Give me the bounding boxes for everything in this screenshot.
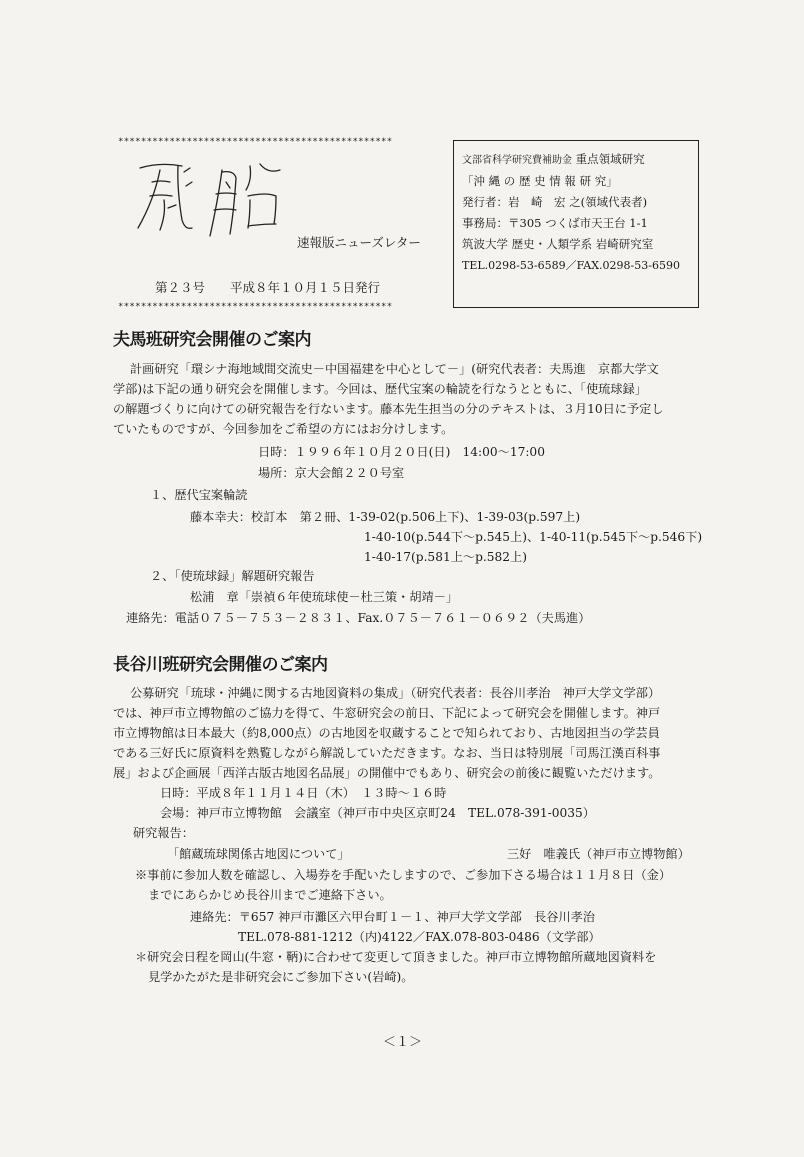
- office-contact: TEL.0298-53-6589／FAX.0298-53-6590: [462, 259, 680, 272]
- section1-line: の解題づくりに向けての研究報告を行ないます。藤本先生担当の分のテキストは、３月10日に予定し: [113, 402, 664, 416]
- section2-presenter: 三好 唯義氏（神戸市立博物館）: [507, 847, 690, 861]
- page-number: ＜１＞: [383, 1035, 423, 1050]
- section2-note: ※事前に参加人数を確認し、入場券を手配いたしますので、ご参加下さる場合は１１月８日（金）: [135, 868, 672, 882]
- section2-line: 公募研究「琉球・沖縄に関する古地図資料の集成」（研究代表者：長谷川孝治 神戸大学文学部）: [130, 686, 661, 700]
- section1-item: 1-40-17(p.581上～p.582上): [364, 550, 527, 564]
- section2-venue: 会場：神戸市立博物館 会議室（神戸市中央区京町24 TEL.078-391-0035）: [160, 806, 595, 820]
- section2-contact: 連絡先：〒657 神戸市灘区六甲台町１－１、神戸大学文学部 長谷川孝治: [190, 910, 595, 924]
- section2-line: である三好氏に原資料を熟覧しながら解説していただきます。なお、当日は特別展「司馬江漢百科事: [113, 746, 661, 760]
- office-lab: 筑波大学 歴史・人類学系 岩崎研究室: [462, 237, 654, 251]
- bottom-star-rule: ************************************************: [118, 302, 393, 312]
- section2-line: 市立博物館は日本最大（約8,000点）の古地図を収蔵することで知られており、古地図担当の学芸員: [113, 726, 660, 740]
- section1-item: 藤本幸夫：校訂本 第２冊、1-39-02(p.506上下)、1-39-03(p.597上): [190, 510, 581, 524]
- project-title: 「沖 縄 の 歴 史 情 報 研 究」: [462, 174, 618, 188]
- newsletter-subtitle: 速報版ニューズレター: [297, 235, 421, 250]
- grant-label: 文部省科学研究費補助金: [462, 155, 572, 166]
- section1-item: ２、「使琉球録」解題研究報告: [150, 569, 315, 583]
- section2-report-title: 「館蔵琉球関係古地図について」: [167, 847, 350, 861]
- section2-footnote: ＊研究会日程を岡山(牛窓・鞆)に合わせて変更して頂きました。神戸市立博物館所蔵地図資料を: [135, 950, 657, 964]
- newsletter-logo: [130, 150, 290, 245]
- section1-line: 学部)は下記の通り研究会を開催します。今回は、歴代宝案の輪読を行なうとともに、「使琉球録」: [113, 382, 647, 396]
- research-type: 重点領域研究: [575, 152, 645, 166]
- issue-info: 第２３号 平成８年１０月１５日発行: [155, 280, 381, 295]
- section1-line: 計画研究「環シナ海地域間交流史－中国福建を中心として－」(研究代表者：夫馬進 京都大学文: [130, 362, 659, 376]
- top-star-rule: ************************************************: [118, 137, 393, 147]
- grant-line: [462, 149, 690, 171]
- publisher-info-box: [453, 140, 699, 308]
- section-title-hasegawa: 長谷川班研究会開催のご案内: [113, 655, 328, 675]
- section2-contact-tel: TEL.078-881-1212（内)4122／FAX.078-803-0486（文学部）: [238, 930, 601, 944]
- section2-date: 日時：平成８年１１月１４日（木） １３時～１６時: [160, 786, 447, 800]
- section1-item: １、歴代宝案輪読: [150, 488, 248, 502]
- section-title-fuma: 夫馬班研究会開催のご案内: [113, 330, 311, 350]
- section2-line: では、神戸市立博物館のご協力を得て、牛窓研究会の前日、下記によって研究会を開催します。神戸: [113, 706, 661, 720]
- section1-contact: 連絡先：電話０７５－７５３－２８３１、Fax.０７５－７６１－０６９２（夫馬進）: [126, 611, 591, 625]
- section2-note: までにあらかじめ長谷川までご連絡下さい。: [148, 888, 392, 902]
- section1-date: 日時：１９９６年１０月２０日(日) 14:00～17:00: [258, 445, 545, 459]
- section1-item: 松浦 章「崇禎６年使琉球使－杜三策・胡靖－」: [190, 590, 459, 604]
- section2-report-label: 研究報告：: [133, 826, 194, 840]
- office-address: 事務局：〒305 つくば市天王台 1-1: [462, 216, 648, 230]
- publisher-line: 発行者：岩 崎 宏 之(領域代表者): [462, 195, 648, 209]
- section2-footnote: 見学かたがた是非研究会にご参加下さい(岩崎)。: [148, 970, 414, 984]
- section1-item: 1-40-10(p.544下～p.545上)、1-40-11(p.545下～p.546下): [364, 530, 703, 544]
- section1-venue: 場所：京大会館２２０号室: [258, 466, 405, 480]
- section2-line: 展」および企画展「西洋古版古地図名品展」の開催中でもあり、研究会の前後に観覧いただけます。: [113, 766, 661, 780]
- section1-line: ていたものですが、今回参加をご希望の方にはお分けします。: [113, 422, 454, 436]
